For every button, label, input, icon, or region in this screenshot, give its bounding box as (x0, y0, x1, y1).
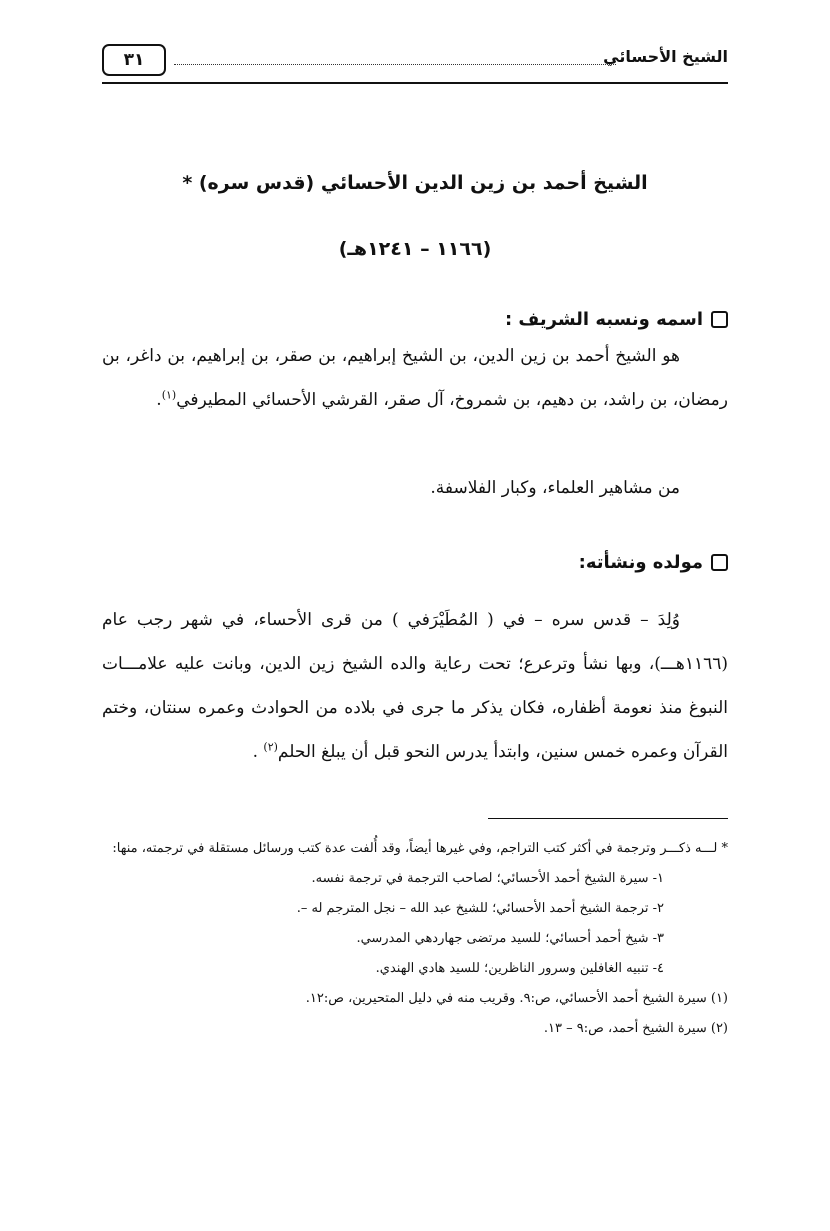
lineage-text-end: . (156, 390, 162, 410)
section-heading-label: مولده ونشأته: (578, 552, 703, 573)
page-title: الشيخ أحمد بن زين الدين الأحسائي (قدس سره) * (182, 172, 648, 194)
sources-list (102, 864, 728, 984)
list-item: ٣- شيخ أحمد أحسائي؛ للسيد مرتضى جهاردهي المدرسي. (356, 931, 664, 946)
running-title: الشيخ الأحسائي (603, 47, 728, 66)
square-bullet-icon (711, 554, 728, 571)
footnote-separator (488, 818, 728, 819)
page-header (102, 44, 728, 84)
footnote-star: * لـــه ذكـــر وترجمة في أكثر كتب التراجم، وفي غيرها أيضاً، وقد أُلفت عدة كتب ورسائل مستقلة في ترجمته، منها: (112, 841, 728, 856)
header-rule (102, 82, 728, 84)
section-heading-label: اسمه ونسبه الشريف : (504, 309, 703, 330)
birth-text: وُلِدَ – قدس سره – في ( المُطَيْرَفي ) من قرى الأحساء، في شهر رجب عام (١١٦٦هـــ)، وبها نشأ وترعرع؛ تحت رعاية والده الشيخ زين الدين، وبانت عليه علامـــات النبوغ منذ نعومة أظفاره، فكان يذكر ما جرى في بلاده من الحوادث وعمره سنتان، وختم القرآن وعمره خمس سنين، وابتدأ يدرس النحو قبل أن يبلغ الحلم (102, 610, 728, 762)
section-heading-birth (579, 552, 728, 573)
list-item: ١- سيرة الشيخ أحمد الأحسائي؛ لصاحب الترجمة في ترجمة نفسه. (311, 871, 664, 886)
birth-paragraph (102, 598, 728, 774)
lineage-text: هو الشيخ أحمد بن زين الدين، بن الشيخ إبراهيم، بن صقر، بن إبراهيم، بن داغر، بن رمضان، بن راشد، بن دهيم، بن شمروخ، آل صقر، القرشي الأحسائي المطيرفي (102, 346, 728, 410)
footnotes (102, 834, 728, 1044)
header-dotted-leader (174, 64, 616, 65)
square-bullet-icon (711, 311, 728, 328)
title-dates: (١١٦٦ – ١٢٤١هـ) (338, 238, 492, 260)
birth-text-end: . (252, 742, 264, 762)
page-number: ٣١ (102, 44, 166, 76)
lineage-paragraph (102, 334, 728, 422)
section-heading-lineage (505, 309, 728, 330)
list-item: ٢- ترجمة الشيخ أحمد الأحسائي؛ للشيخ عبد الله – نجل المترجم له –. (296, 901, 664, 916)
list-item: ٤- تنبيه الغافلين وسرور الناظرين؛ للسيد هادي الهندي. (375, 961, 664, 976)
scholar-paragraph: من مشاهير العلماء، وكبار الفلاسفة. (430, 478, 680, 498)
footnote-1: (١) سيرة الشيخ أحمد الأحسائي، ص:٩. وقريب منه في دليل المتحيرين، ص:١٢. (305, 991, 728, 1006)
footnote-ref-2: (٢) (263, 740, 278, 754)
footnote-ref-1: (١) (161, 388, 177, 402)
footnote-2: (٢) سيرة الشيخ أحمد، ص:٩ – ١٣. (543, 1021, 728, 1036)
